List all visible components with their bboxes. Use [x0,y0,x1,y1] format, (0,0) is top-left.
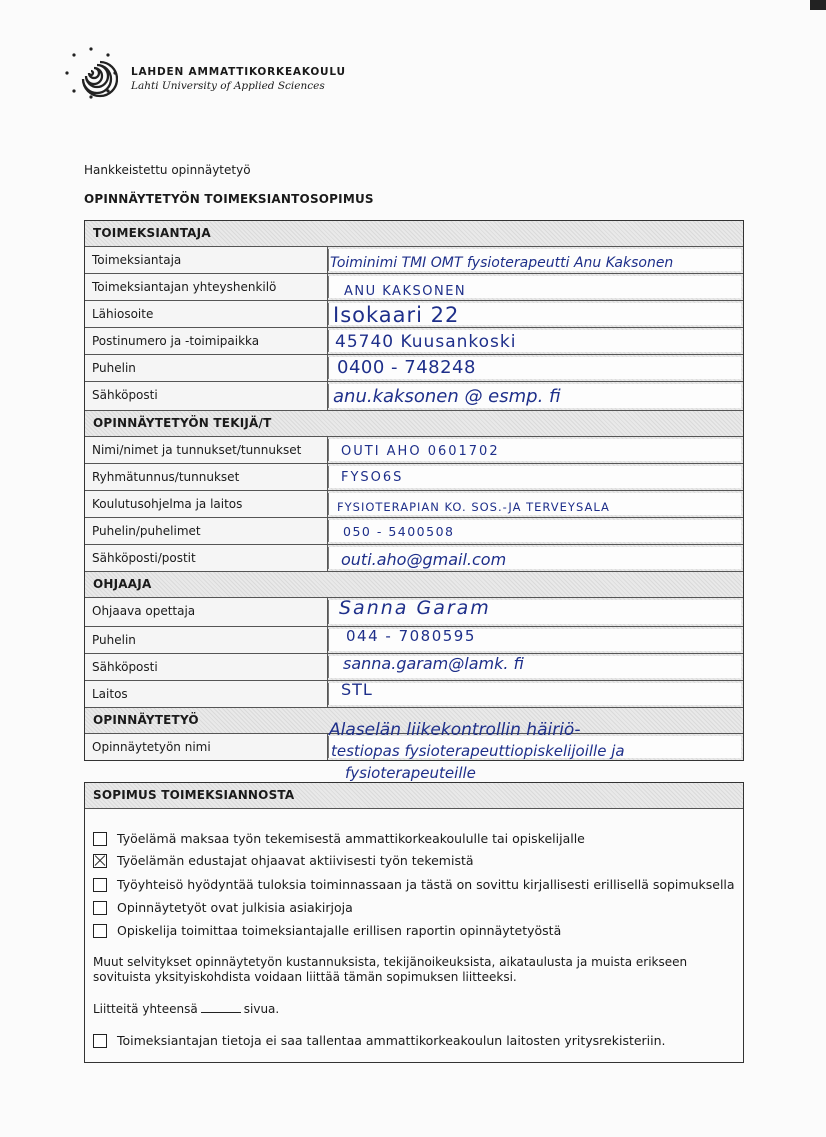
option-label: Opiskelija toimittaa toimeksiantajalle erillisen raportin opinnäytetyöstä [117,923,562,938]
field-label: Toimeksiantaja [85,247,328,273]
logo-text [131,66,346,92]
field-label: Sähköposti/postit [85,545,328,571]
option-label: Työyhteisö hyödyntää tuloksia toiminnassaan ja tästä on sovittu kirjallisesti erillisellä sopimuksella [117,877,735,892]
handwritten-supervisor-name: Sanna Garam [339,597,491,619]
note-line: Muut selvitykset opinnäytetyön kustannuksista, tekijänoikeuksista, aikataulusta ja muista erikseen [93,955,688,969]
lamk-logo-icon [64,46,118,100]
field-label: Puhelin [85,627,328,653]
handwritten-supervisor-phone: 044 - 7080595 [346,627,476,645]
field-label: Ryhmätunnus/tunnukset [85,464,328,490]
section-heading-supervisor: OHJAAJA [85,572,743,598]
option-label: Työelämän edustajat ohjaavat aktiivisesti työn tekemistä [117,853,474,868]
agreement-box [84,782,744,1063]
agreement-option[interactable] [93,923,561,938]
field-label: Nimi/nimet ja tunnukset/tunnukset [85,437,328,463]
checkbox[interactable] [93,1034,107,1048]
handwritten-thesis-title-line-1: Alaselän liikekontrollin häiriö- [329,720,581,740]
attachment-pages-blank[interactable] [201,1012,241,1013]
institution-name: LAHDEN AMMATTIKORKEAKOULU [131,66,346,78]
field-label: Postinumero ja -toimipaikka [85,328,328,354]
option-label: Toimeksiantajan tietoja ei saa tallentaa ammattikorkeakoulun laitosten yritysrekisteriin. [117,1033,666,1048]
section-heading-agreement: SOPIMUS TOIMEKSIANNOSTA [85,783,743,809]
checkbox-checked[interactable] [93,854,107,868]
field-label: Koulutusohjelma ja laitos [85,491,328,517]
document-kind: Hankkeistettu opinnäytetyö [84,163,251,177]
handwritten-supervisor-email: sanna.garam@lamk. fi [343,654,524,673]
additional-terms-note [93,955,713,985]
department-field[interactable] [328,681,743,707]
handwritten-thesis-title-line-2: testiopas fysioterapeuttiopiskelijoille ja [331,742,625,760]
section-heading-authors: OPINNÄYTETYÖN TEKIJÄ/T [85,411,743,437]
form-row [85,464,743,491]
handwritten-commissioner-phone: 0400 - 748248 [337,357,476,378]
handwritten-department: STL [341,680,373,699]
field-label: Sähköposti [85,382,328,410]
institution-subtitle: Lahti University of Applied Sciences [131,80,325,92]
field-label: Puhelin [85,355,328,381]
handwritten-author-phone: 050 - 5400508 [343,524,455,539]
agreement-option[interactable] [93,877,735,892]
checkbox[interactable] [93,832,107,846]
handwritten-thesis-title-line-3: fysioterapeuteille [345,764,476,782]
section-heading-commissioner: TOIMEKSIANTAJA [85,221,743,247]
handwritten-degree-programme: FYSIOTERAPIAN KO. SOS.-JA TERVEYSALA [337,500,610,514]
document-title: OPINNÄYTETYÖN TOIMEKSIANTOSOPIMUS [84,192,374,206]
contract-form [84,220,744,761]
scan-corner-mark [810,0,826,10]
attachment-count [93,1002,279,1016]
agreement-option[interactable] [93,831,585,846]
form-row [85,681,743,708]
section-heading-thesis: OPINNÄYTETYÖ [85,708,743,734]
handwritten-commissioner-email: anu.kaksonen @ esmp. fi [333,386,561,407]
field-label: Toimeksiantajan yhteyshenkilö [85,274,328,300]
field-label: Puhelin/puhelimet [85,518,328,544]
note-line: sovituista yksityiskohdista voidaan liittää tämän sopimuksen liitteeksi. [93,970,517,984]
agreement-option[interactable] [93,900,353,915]
field-label: Lähiosoite [85,301,328,327]
registry-option[interactable] [93,1033,666,1048]
checkbox[interactable] [93,901,107,915]
pages-label: sivua. [243,1002,280,1016]
handwritten-commissioner: Toiminimi TMI OMT fysioterapeutti Anu Kaksonen [330,255,674,271]
handwritten-contact-person: ANU KAKSONEN [344,284,467,299]
field-label: Opinnäytetyön nimi [85,734,328,760]
handwritten-author-email: outi.aho@gmail.com [341,550,507,569]
field-label: Laitos [85,681,328,707]
handwritten-author-name: OUTI AHO 0601702 [341,444,500,459]
checkbox[interactable] [93,924,107,938]
field-label: Sähköposti [85,654,328,680]
handwritten-street-address: Isokaari 22 [333,303,460,327]
checkbox[interactable] [93,878,107,892]
option-label: Opinnäytetyöt ovat julkisia asiakirjoja [117,900,353,915]
handwritten-group-code: FYSO6S [341,470,404,485]
option-label: Työelämä maksaa työn tekemisestä ammattikorkeakoululle tai opiskelijalle [117,831,585,846]
attachments-label: Liitteitä yhteensä [93,1002,198,1016]
agreement-option[interactable] [93,853,474,868]
handwritten-postal-code: 45740 Kuusankoski [335,332,517,352]
field-label: Ohjaava opettaja [85,598,328,626]
